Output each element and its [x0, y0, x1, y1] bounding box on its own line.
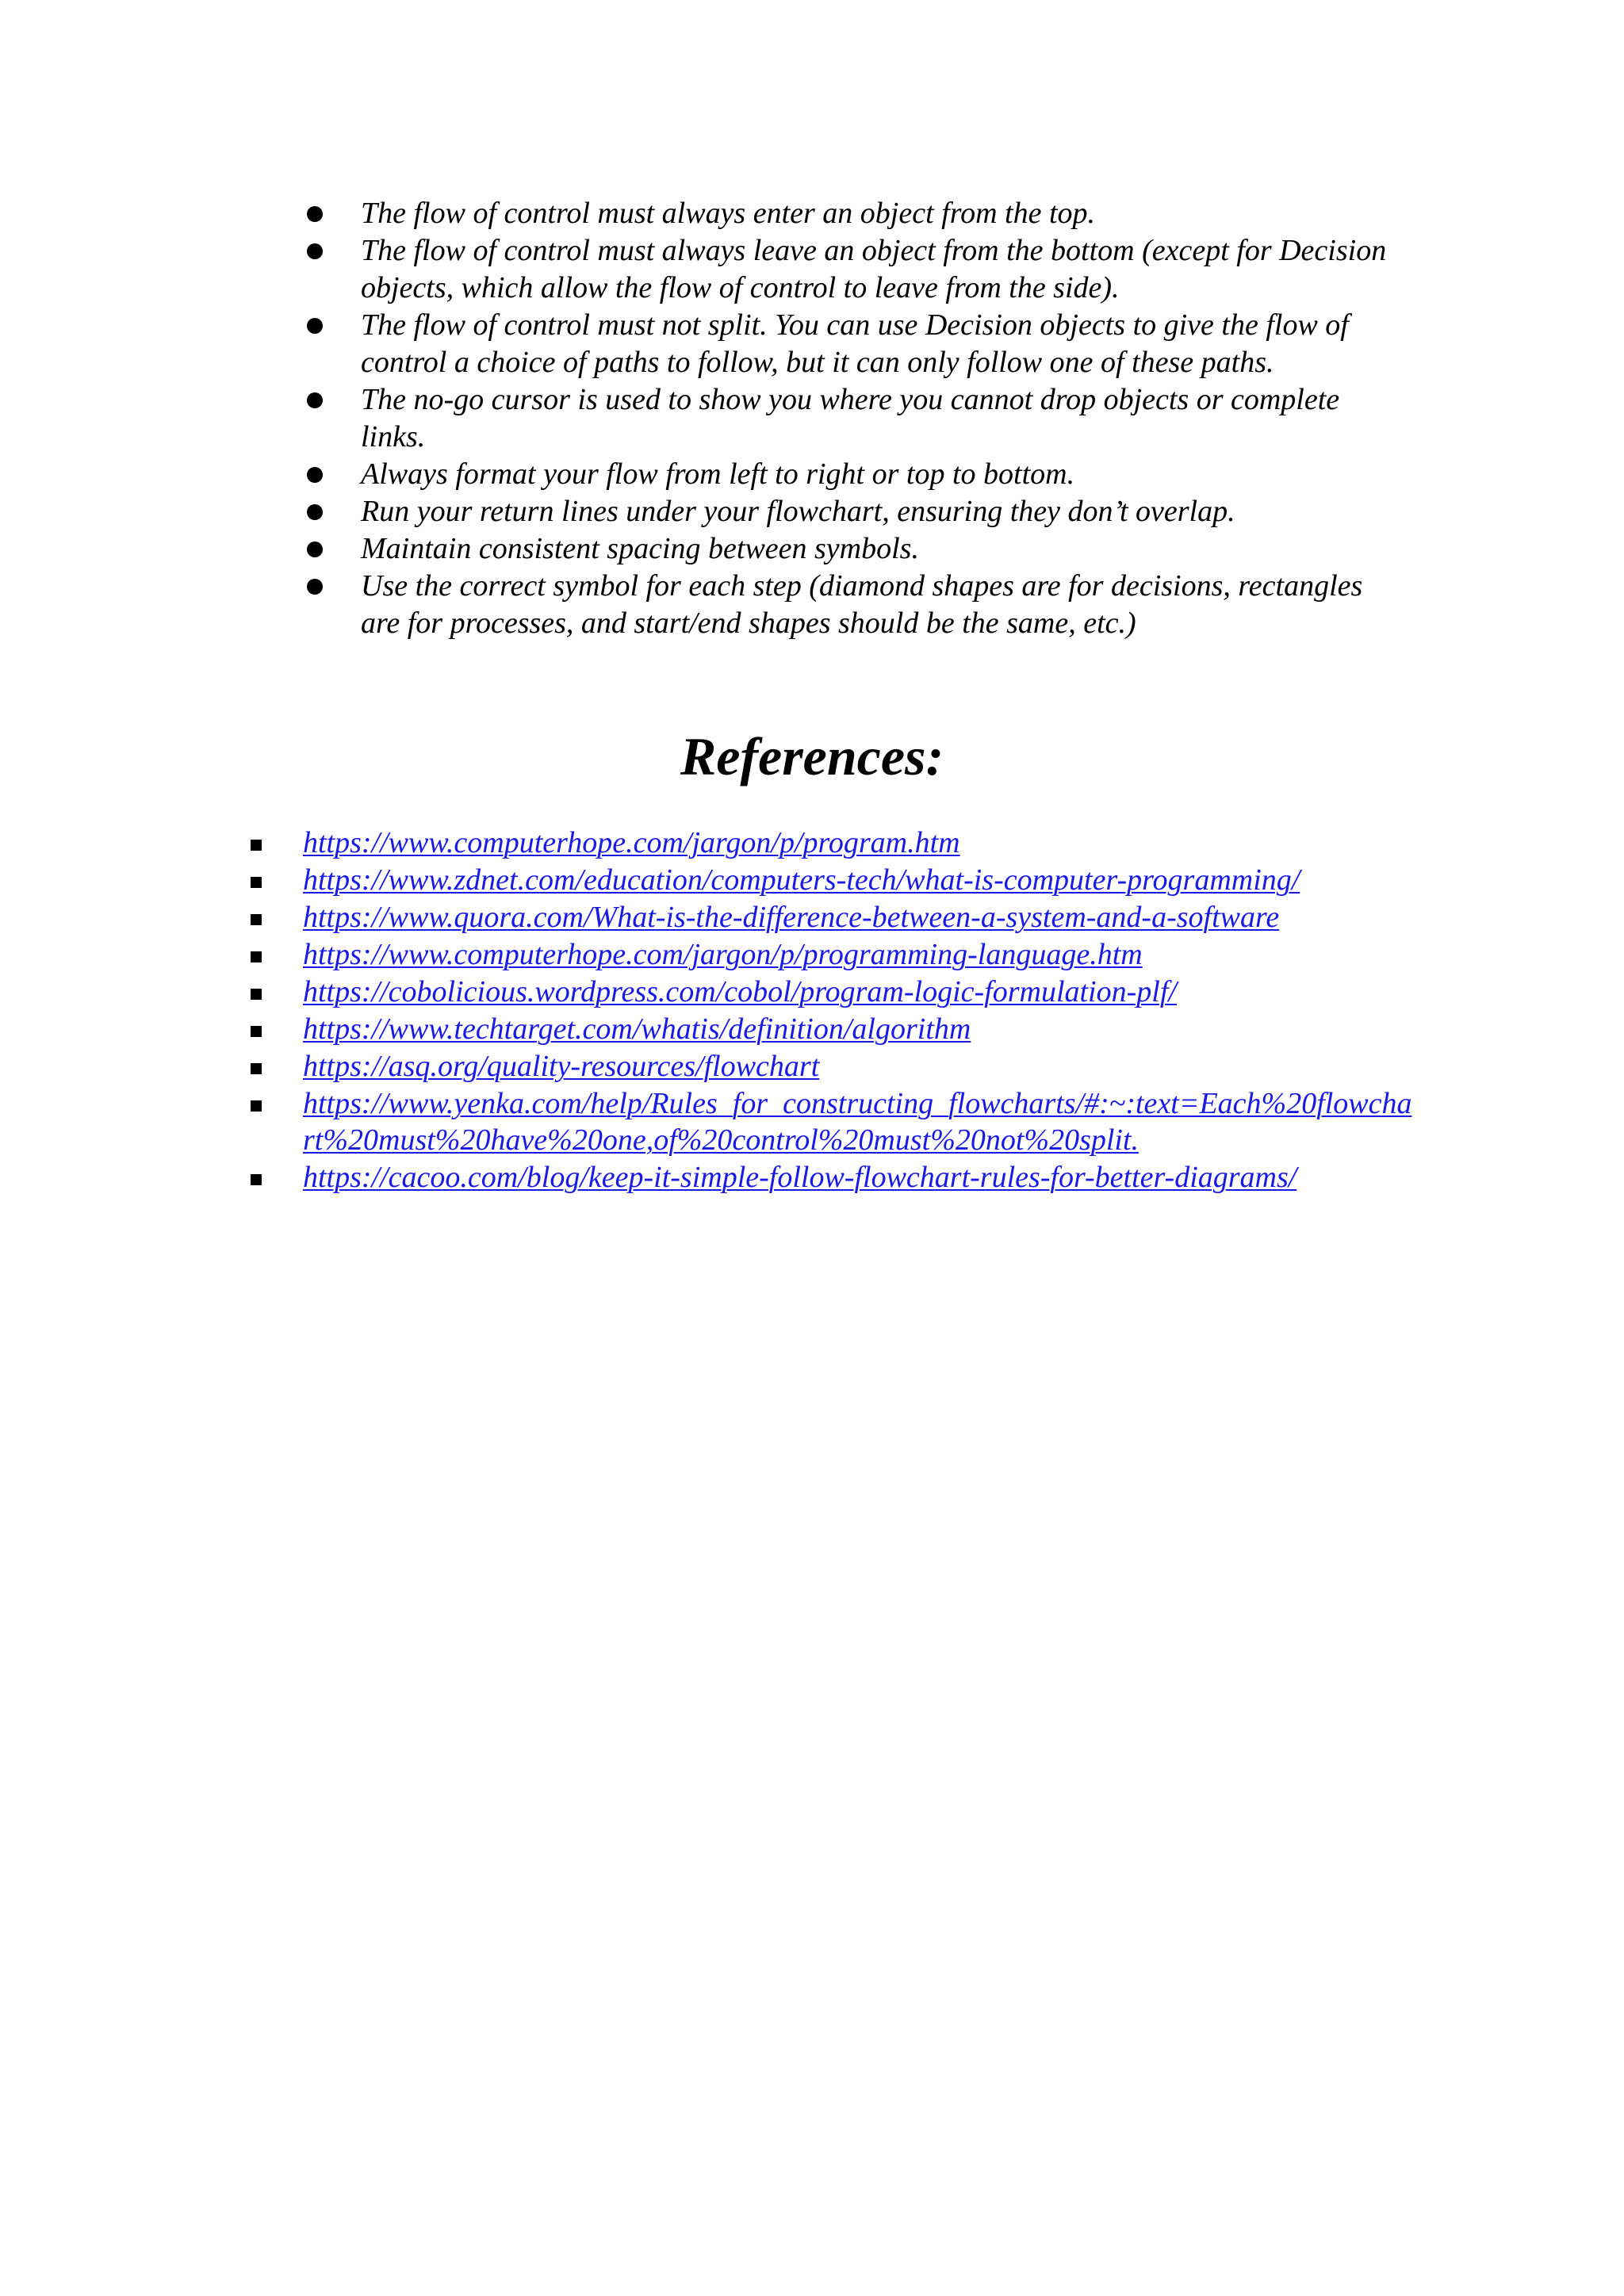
reference-item	[247, 1159, 1421, 1196]
reference-link[interactable]: https://www.techtarget.com/whatis/definition/algorithm	[303, 1012, 971, 1046]
reference-item	[247, 1048, 1421, 1085]
rule-text: The flow of control must always leave an object from the bottom (except for Decision objects, which allow the flow of control to leave from the side).	[361, 234, 1387, 304]
reference-link[interactable]: https://www.quora.com/What-is-the-difference-between-a-system-and-a-software	[303, 901, 1280, 934]
bullet-square-icon	[251, 914, 262, 925]
bullet-dot-icon	[307, 504, 323, 520]
rule-item	[297, 530, 1408, 568]
bullet-square-icon	[251, 1026, 262, 1037]
bullet-dot-icon	[307, 467, 323, 483]
reference-item	[247, 1085, 1421, 1158]
bullet-square-icon	[251, 989, 262, 1000]
bullet-square-icon	[251, 840, 262, 851]
rule-item	[297, 381, 1408, 456]
reference-item	[247, 899, 1421, 936]
bullet-square-icon	[251, 951, 262, 962]
reference-item	[247, 862, 1421, 898]
flowchart-rules-list	[297, 195, 1408, 642]
bullet-dot-icon	[307, 243, 323, 259]
reference-link[interactable]: https://www.computerhope.com/jargon/p/program.htm	[303, 826, 960, 859]
reference-link[interactable]: https://www.computerhope.com/jargon/p/programming-language.htm	[303, 938, 1143, 971]
rule-item	[297, 456, 1408, 493]
reference-link[interactable]: https://cobolicious.wordpress.com/cobol/program-logic-formulation-plf/	[303, 975, 1177, 1008]
bullet-dot-icon	[307, 206, 323, 222]
rule-text: The no-go cursor is used to show you where you cannot drop objects or complete links.	[361, 383, 1340, 453]
rule-item	[297, 568, 1408, 642]
bullet-square-icon	[251, 1100, 262, 1112]
references-list	[247, 825, 1421, 1196]
rule-text: The flow of control must not split. You can use Decision objects to give the flow of control a choice of paths to follow, but it can only follow one of these paths.	[361, 308, 1349, 379]
rule-text: Run your return lines under your flowchart, ensuring they don’t overlap.	[361, 495, 1235, 528]
bullet-square-icon	[251, 1174, 262, 1185]
rule-text: Maintain consistent spacing between symbols.	[361, 532, 919, 565]
rule-text: The flow of control must always enter an object from the top.	[361, 197, 1096, 230]
rule-item	[297, 493, 1408, 530]
bullet-dot-icon	[307, 318, 323, 334]
reference-item	[247, 936, 1421, 973]
bullet-dot-icon	[307, 392, 323, 408]
bullet-square-icon	[251, 877, 262, 888]
rule-text: Use the correct symbol for each step (diamond shapes are for decisions, rectangles are for processes, and start/end shapes should be the same, etc.)	[361, 569, 1363, 640]
reference-item	[247, 974, 1421, 1010]
references-heading: References:	[680, 726, 944, 786]
reference-link[interactable]: https://cacoo.com/blog/keep-it-simple-follow-flowchart-rules-for-better-diagrams/	[303, 1161, 1297, 1194]
reference-link[interactable]: https://www.zdnet.com/education/computers-tech/what-is-computer-programming/	[303, 863, 1300, 897]
rule-item	[297, 232, 1408, 307]
reference-item	[247, 1011, 1421, 1047]
bullet-dot-icon	[307, 541, 323, 557]
rule-text: Always format your flow from left to right or top to bottom.	[361, 457, 1075, 491]
rule-item	[297, 195, 1408, 232]
rule-item	[297, 307, 1408, 381]
bullet-dot-icon	[307, 579, 323, 595]
bullet-square-icon	[251, 1063, 262, 1074]
reference-link[interactable]: https://asq.org/quality-resources/flowchart	[303, 1050, 820, 1083]
reference-link[interactable]: https://www.yenka.com/help/Rules_for_constructing_flowcharts/#:~:text=Each%20flowchart%20must%20have%20one,of%20control%20must%20not%20split.	[303, 1087, 1412, 1157]
reference-item	[247, 825, 1421, 861]
